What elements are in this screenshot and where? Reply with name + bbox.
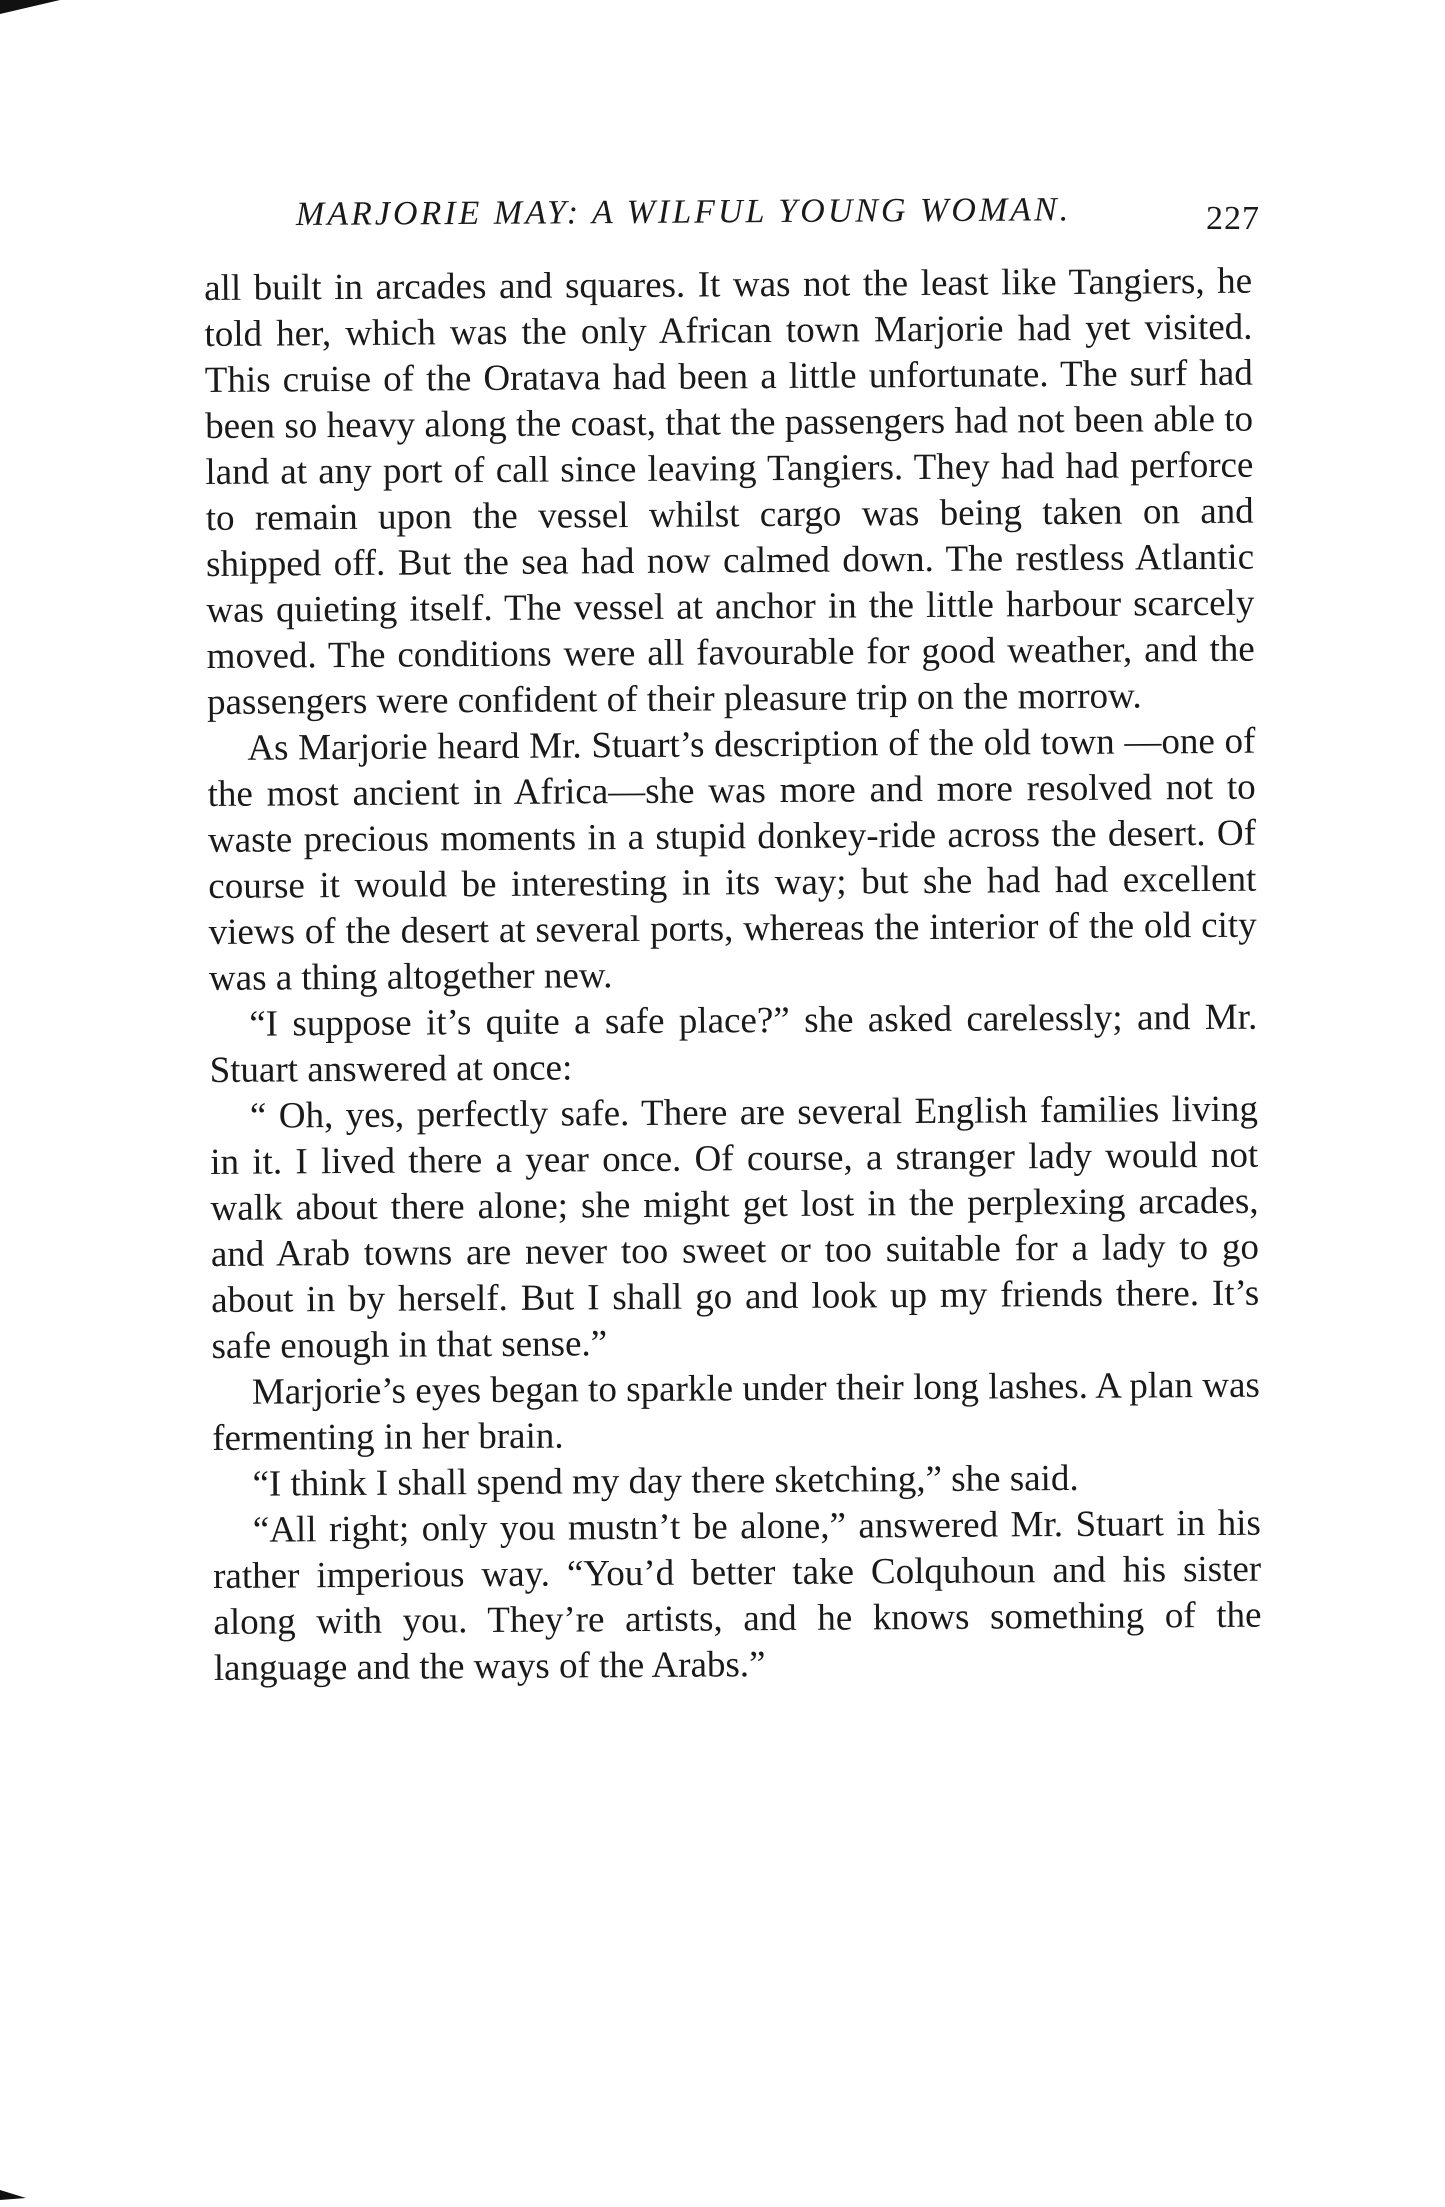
page-body (204, 259, 1262, 1692)
running-title: MARJORIE MAY: A WILFUL YOUNG WOMAN. (295, 191, 1072, 233)
paragraph: “All right; only you mustn’t be alone,” answered Mr. Stuart in his rather imperious way. “You’d better take Colquhoun and his sister along with you. They’re artists, and he knows something of the language and the ways of the Arabs.” (213, 1502, 1262, 1689)
paragraph: As Marjorie heard Mr. Stuart’s description of the old town —one of the most ancient in Africa—she was more and more resolved not to waste precious moments in a stupid donkey-ride across the desert. Of course it would be interesting in its way; but she had had excellent views of the desert at several ports, whereas the interior of the old city was a thing altogether new. (207, 720, 1257, 999)
running-head (295, 191, 1260, 248)
page-number: 227 (1206, 200, 1260, 237)
paragraph: “I suppose it’s quite a safe place?” she asked carelessly; and Mr. Stuart answered at once: (209, 996, 1258, 1091)
paragraph: “I think I shall spend my day there sketching,” she said. (252, 1457, 1079, 1505)
paragraph: “ Oh, yes, perfectly safe. There are several English families living in it. I lived there a year once. Of course, a stranger lady would not walk about there alone; she might get lost in the perplexing arcades, and Arab towns are never too sweet or too suitable for a lady to go about in by herself. But I shall go and look up my friends there. It’s safe enough in that sense.” (210, 1088, 1260, 1367)
paragraph: Marjorie’s eyes began to sparkle under their long lashes. A plan was fermenting in her brain. (212, 1364, 1260, 1459)
scan-corner-mark (0, 2190, 26, 2200)
scan-corner-mark (0, 0, 60, 14)
paragraph-continued: all built in arcades and squares. It was not the least like Tangiers, he told her, which was the only African town Marjorie had yet visited. This cruise of the Oratava had been a little unfortunate. The surf had been so heavy along the coast, that the passengers had not been able to land at any port of call since leaving Tangiers. They had had perforce to remain upon the vessel whilst cargo was being taken on and shipped off. But the sea had now calmed down. The restless Atlantic was quieting itself. The vessel at anchor in the little harbour scarcely moved. The conditions were all favourable for good weather, and the passengers were confident of their pleasure trip on the morrow. (204, 260, 1255, 723)
